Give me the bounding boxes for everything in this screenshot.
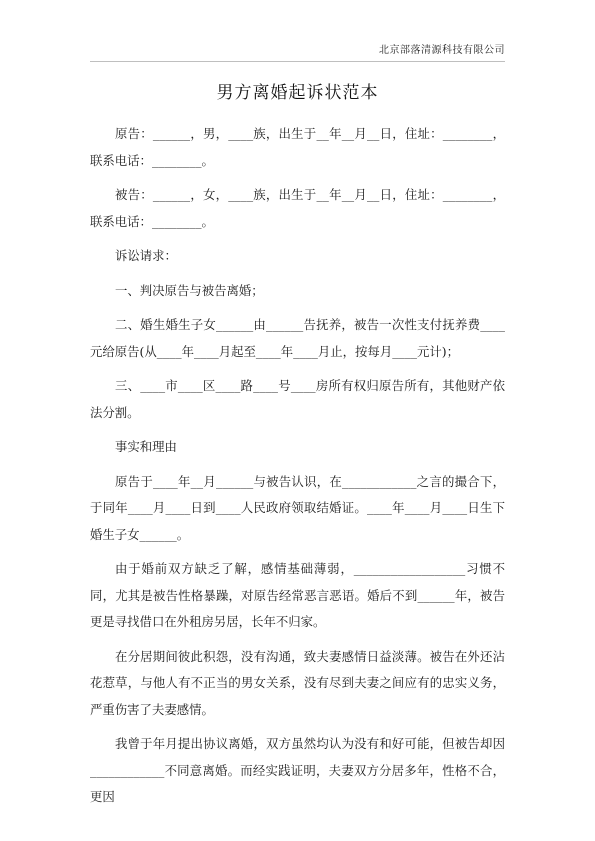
paragraph-facts-4: 我曾于年月提出协议离婚，双方虽然均认为没有和好可能，但被告却因____________不同意离婚。而经实践证明，夫妻双方分居多年，性格不合，更因 bbox=[90, 736, 505, 804]
document-body bbox=[90, 121, 505, 811]
paragraph-claim-1: 一、判决原告与被告离婚； bbox=[115, 282, 264, 298]
paragraph-claims-heading: 诉讼请求： bbox=[115, 248, 177, 263]
paragraph-facts-3: 在分居期间彼此积怨，没有沟通，致夫妻感情日益淡薄。被告在外还沾花惹草，与他人有不正当的男女关系，没有尽到夫妻之间应有的忠实义务，严重伤害了夫妻感情。 bbox=[90, 648, 505, 717]
paragraph-facts-2: 由于婚前双方缺乏了解，感情基础薄弱，__________________习惯不同，尤其是被告性格暴躁，对原告经常恶言恶语。婚后不到______年，被告更是寻找借口在外租房另居，长年不归家。 bbox=[90, 561, 505, 629]
paragraph-plaintiff: 原告：______，男，____族，出生于__年__月__日，住址：________，联系电话：________。 bbox=[90, 126, 505, 168]
paragraph-claim-2: 二、婚生婚生子女______由______告抚养，被告一次性支付抚养费____元给原告(从____年____月起至____年____月止，按每月____元计)； bbox=[90, 317, 505, 359]
paragraph-claim-3: 三、____市____区____路____号____房所有权归原告所有，其他财产依法分割。 bbox=[90, 378, 505, 420]
header-divider bbox=[90, 61, 505, 62]
paragraph-facts-heading: 事实和理由 bbox=[115, 439, 177, 454]
paragraph-facts-1: 原告于____年__月______与被告认识，在____________之言的撮合下，于同年____月____日到____人民政府领取结婚证。____年____月____日生下婚生子女______。 bbox=[90, 473, 505, 542]
header-organization: 北京部落清源科技有限公司 bbox=[379, 45, 505, 56]
document-title: 男方离婚起诉状范本 bbox=[216, 83, 379, 103]
paragraph-defendant: 被告：______，女，____族，出生于__年__月__日，住址：________，联系电话：________。 bbox=[90, 187, 505, 229]
